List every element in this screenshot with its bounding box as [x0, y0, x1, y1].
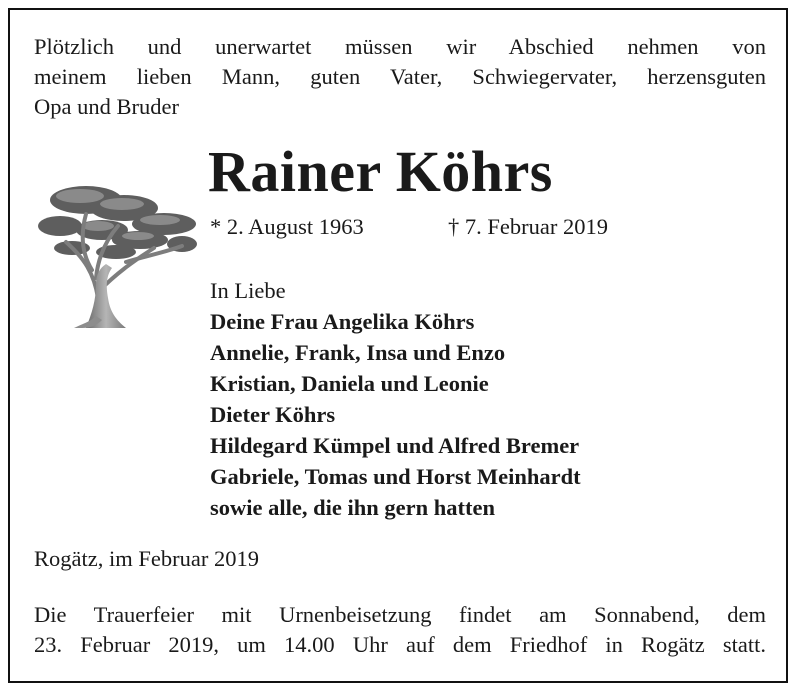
birth-date: * 2. August 1963	[210, 214, 364, 239]
intro-line-3: Opa und Bruder	[34, 94, 179, 119]
mourner-line: Hildegard Kümpel und Alfred Bremer	[210, 433, 580, 458]
deceased-name: Rainer Köhrs	[208, 139, 553, 204]
funeral-line-2: 23. Februar 2019, um 14.00 Uhr auf dem Friedhof in Rogätz statt.	[34, 632, 766, 657]
mourner-line: sowie alle, die ihn gern hatten	[210, 495, 495, 520]
funeral-info	[34, 600, 766, 660]
mourner-line: Kristian, Daniela und Leonie	[210, 371, 489, 396]
place-and-date: Rogätz, im Februar 2019	[34, 546, 259, 571]
mourners-label: In Liebe	[210, 278, 286, 303]
intro-line-2: meinem lieben Mann, guten Vater, Schwiegervater, herzensguten	[34, 64, 766, 89]
intro-line-1: Plötzlich und unerwartet müssen wir Abschied nehmen von	[34, 34, 766, 59]
intro-text	[34, 32, 766, 122]
mourner-line: Deine Frau Angelika Köhrs	[210, 309, 475, 334]
mourner-line: Dieter Köhrs	[210, 402, 336, 427]
death-date: † 7. Februar 2019	[448, 214, 608, 239]
obituary-notice	[8, 8, 788, 683]
mourner-line: Gabriele, Tomas und Horst Meinhardt	[210, 464, 581, 489]
mourner-line: Annelie, Frank, Insa und Enzo	[210, 340, 506, 365]
funeral-line-1: Die Trauerfeier mit Urnenbeisetzung findet am Sonnabend, dem	[34, 602, 766, 627]
tree-icon	[36, 178, 198, 328]
life-dates	[210, 212, 608, 242]
mourners-list	[210, 275, 581, 523]
